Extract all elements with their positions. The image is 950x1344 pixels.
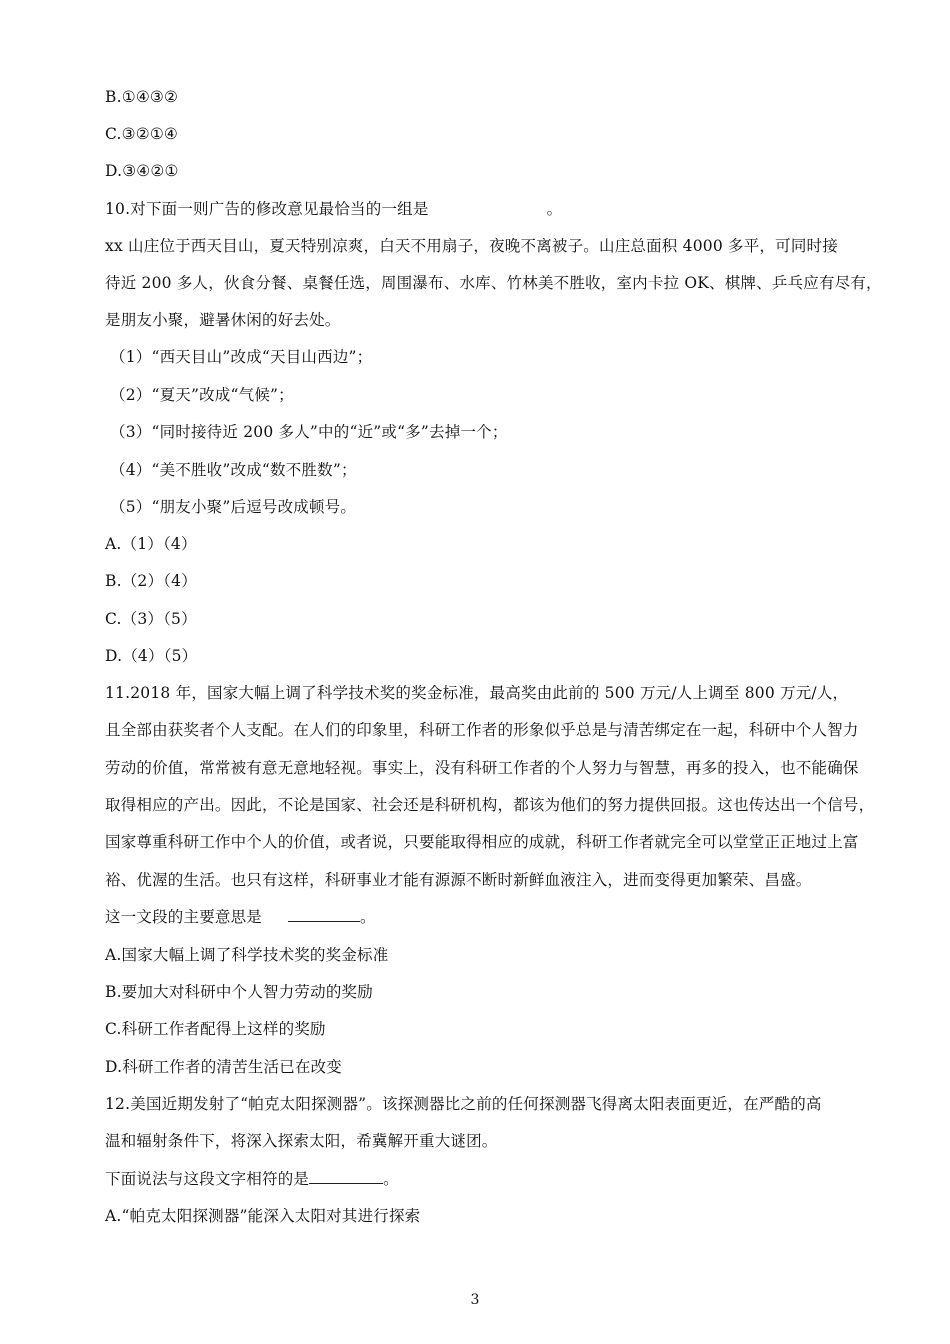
q11-option-c: C.科研工作者配得上这样的奖励	[105, 1020, 326, 1038]
q10-ad-line-3: 是朋友小聚，避暑休闲的好去处。	[105, 311, 341, 329]
q11-option-d: D.科研工作者的清苦生活已在改变	[105, 1058, 343, 1076]
q11-question	[105, 906, 376, 928]
q10-ad-line-2: 待近 200 多人，伙食分餐、桌餐任选，周围瀑布、水库、竹林美不胜收，室内卡拉 OK、棋牌、乒乓应有尽有，	[105, 274, 882, 292]
q9-option-c: C.③②①④	[105, 125, 179, 143]
q10-option-b: B.（2）（4）	[105, 572, 197, 590]
q10-ad-line-1: xx 山庄位于西天目山，夏天特别凉爽，白天不用扇子，夜晚不离被子。山庄总面积 4000 多平，可同时接	[105, 237, 838, 255]
q10-stem	[105, 198, 562, 220]
q10-item-4: （4）“美不胜收”改成“数不胜数”；	[110, 461, 357, 479]
q10-option-c: C.（3）（5）	[105, 610, 197, 628]
q11-passage-line-4: 取得相应的产出。因此，不论是国家、社会还是科研机构，都该为他们的努力提供回报。这也传达出一个信号，	[105, 796, 875, 814]
q11-question-text: 这一文段的主要意思是	[105, 908, 263, 926]
q11-passage-line-6: 裕、优渥的生活。也只有这样，科研事业才能有源源不断时新鲜血液注入，进而变得更加繁荣、昌盛。	[105, 871, 812, 889]
q12-question	[105, 1168, 399, 1190]
q11-option-a: A.国家大幅上调了科学技术奖的奖金标准	[105, 946, 389, 964]
q10-stem-text: 10.对下面一则广告的修改意见最恰当的一组是	[105, 200, 429, 218]
q12-passage-line-2: 温和辐射条件下，将深入探索太阳，希冀解开重大谜团。	[105, 1132, 498, 1150]
q11-answer-blank	[288, 907, 360, 922]
q10-option-a: A.（1）（4）	[105, 535, 197, 553]
q10-item-5: （5）“朋友小聚”后逗号改成顿号。	[110, 498, 357, 516]
q12-answer-blank	[309, 1169, 383, 1184]
q12-question-suffix: 。	[383, 1170, 399, 1188]
page-number: 3	[470, 1292, 480, 1308]
q10-item-2: （2）“夏天”改成“气候”；	[110, 386, 294, 404]
q9-option-d: D.③④②①	[105, 162, 179, 180]
q11-passage-line-1: 11.2018 年，国家大幅上调了科学技术奖的奖金标准，最高奖由此前的 500 万元/人上调至 800 万元/人，	[105, 684, 849, 702]
q12-question-text: 下面说法与这段文字相符的是	[105, 1170, 310, 1188]
q11-passage-line-2: 且全部由获奖者个人支配。在人们的印象里，科研工作者的形象似乎总是与清苦绑定在一起，科研中个人智力	[105, 721, 859, 739]
q10-item-1: （1）“西天目山”改成“天目山西边”；	[110, 348, 373, 366]
q11-passage-line-3: 劳动的价值，常常被有意无意地轻视。事实上，没有科研工作者的个人努力与智慧，再多的投入，也不能确保	[105, 759, 859, 777]
q11-question-suffix: 。	[360, 908, 376, 926]
q12-passage-line-1: 12.美国近期发射了“帕克太阳探测器”。该探测器比之前的任何探测器飞得离太阳表面更近，在严酷的高	[105, 1095, 822, 1113]
q10-stem-suffix: 。	[546, 200, 563, 218]
q11-passage-line-5: 国家尊重科研工作中个人的价值，或者说，只要能取得相应的成就，科研工作者就完全可以堂堂正正地过上富	[105, 833, 859, 851]
q10-item-3: （3）“同时接待近 200 多人”中的“近”或“多”去掉一个；	[110, 423, 508, 441]
q9-option-b: B.①④③②	[105, 88, 179, 106]
q11-option-b: B.要加大对科研中个人智力劳动的奖励	[105, 983, 373, 1001]
q12-option-a: A.“帕克太阳探测器”能深入太阳对其进行探索	[105, 1207, 421, 1225]
q10-option-d: D.（4）（5）	[105, 647, 198, 665]
